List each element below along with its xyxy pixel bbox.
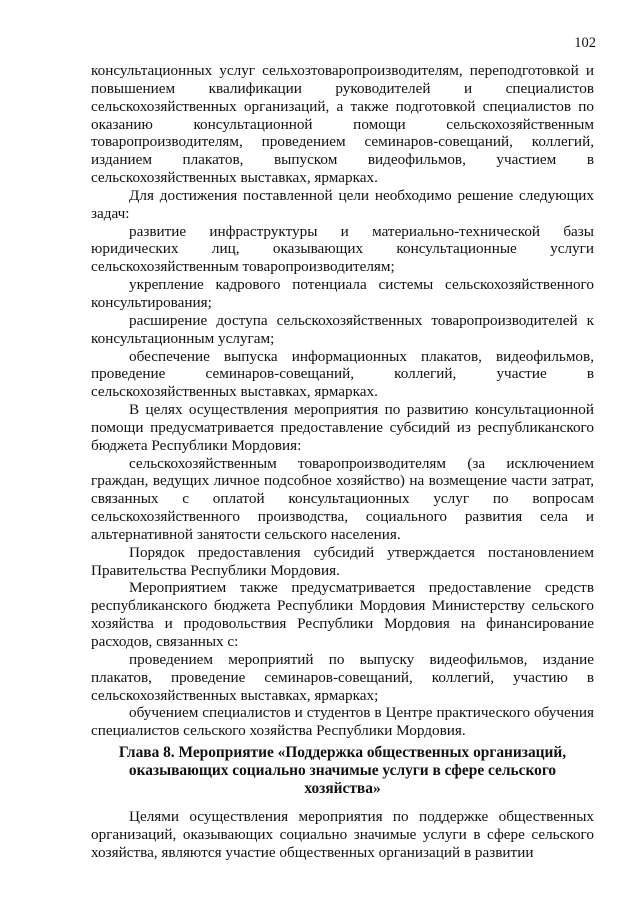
list-item: развитие инфраструктуры и материально-технической базы юридических лиц, оказывающих консультационные услуги сельскохозяйственным товаропроизводителям; <box>91 222 594 276</box>
chapter-heading: Глава 8. Мероприятие «Поддержка общественных организаций, оказывающих социально значимые услуги в сфере сельского хозяйства» <box>118 744 567 797</box>
paragraph: Мероприятием также предусматривается предоставление средств республиканского бюджета Республики Мордовия Министерству сельского хозяйства и продовольствия Республики Мордовия на финансирование расходов, связанных с: <box>91 579 594 650</box>
list-item: проведением мероприятий по выпуску видеофильмов, издание плакатов, проведение семинаров-совещаний, коллегий, участию в сельскохозяйственных выставках, ярмарках; <box>91 650 594 704</box>
paragraph: В целях осуществления мероприятия по развитию консультационной помощи предусматривается предоставление субсидий из республиканского бюджета Республики Мордовия: <box>91 401 594 454</box>
paragraph: Порядок предоставления субсидий утверждается постановлением Правительства Республики Мордовия. <box>91 543 594 579</box>
chapter-body <box>91 808 594 862</box>
page-number: 102 <box>574 35 596 51</box>
list-item: сельскохозяйственным товаропроизводителям (за исключением граждан, ведущих личное подсобное хозяйство) на возмещение части затрат, связанных с оплатой консультационных услуг по вопросам сельскохозяйственного производства, социального развития села и альтернативной занятости сельского населения. <box>91 454 594 543</box>
paragraph: Целями осуществления мероприятия по поддержке общественных организаций, оказывающих социально значимые услуги в сфере сельского хозяйства, являются участие общественных организаций в развитии <box>91 808 594 861</box>
list-item: обеспечение выпуска информационных плакатов, видеофильмов, проведение семинаров-совещаний, коллегий, участие в сельскохозяйственных выставках, ярмарках. <box>91 347 594 401</box>
paragraph: консультационных услуг сельхозтоваропроизводителям, переподготовкой и повышением квалификации руководителей и специалистов сельскохозяйственных организаций, а также подготовкой специалистов по оказанию консультационной помощи сельскохозяйственным товаропроизводителям, проведением семинаров-совещаний, коллегий, изданием плакатов, выпуском видеофильмов, участием в сельскохозяйственных выставках, ярмарках. <box>91 62 594 187</box>
list-item: укрепление кадрового потенциала системы сельскохозяйственного консультирования; <box>91 276 594 311</box>
list-item: обучением специалистов и студентов в Центре практического обучения специалистов сельского хозяйства Республики Мордовия. <box>91 704 594 740</box>
paragraph: Для достижения поставленной цели необходимо решение следующих задач: <box>91 186 594 222</box>
list-item: расширение доступа сельскохозяйственных товаропроизводителей к консультационным услугам; <box>91 311 594 347</box>
document-body <box>91 62 594 740</box>
